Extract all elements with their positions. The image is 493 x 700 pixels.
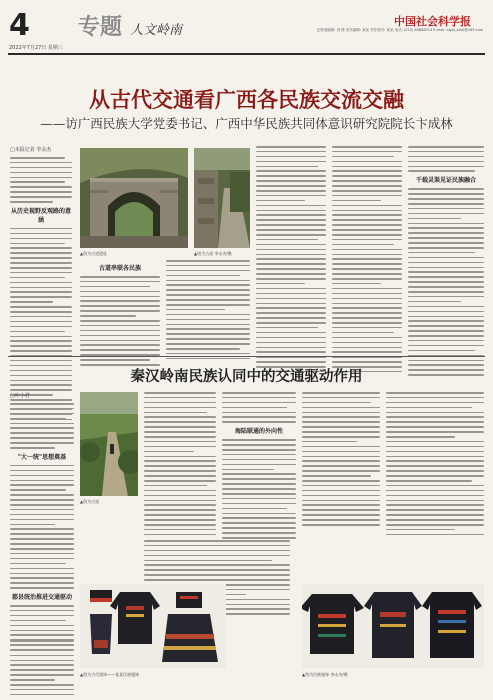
article1-column-4 bbox=[256, 146, 326, 376]
section-label: 专题 bbox=[78, 14, 123, 40]
column-masthead: 人文岭南 bbox=[130, 23, 183, 38]
editor-info: 总策划编辑: 刘 博 美术编辑: 某某 责任校对: 某某 电话: (010) 85886514 E-mail: zzpd_zxwl@163.com bbox=[316, 28, 483, 32]
article2-column-3 bbox=[222, 392, 296, 542]
article1-column-2 bbox=[80, 260, 160, 369]
article-byline: □叶小君 bbox=[10, 393, 30, 399]
article-title: 从古代交通看广西各民族交流交融 bbox=[89, 88, 404, 112]
issue-date: 2022年7月27日 星期三 bbox=[9, 45, 63, 51]
costume-photo-2 bbox=[302, 584, 484, 668]
article2-column-2 bbox=[144, 392, 216, 539]
section-heading: "大一统"思想奠基 bbox=[17, 453, 67, 461]
section-heading: 郡县统治推进交通驱动 bbox=[11, 594, 72, 602]
article-title-2: 秦汉岭南民族认同中的交通驱动作用 bbox=[130, 368, 363, 385]
article1-column-5 bbox=[332, 146, 402, 376]
mountain-path-photo bbox=[80, 392, 138, 496]
photo-caption: ▲图为古道遗址 bbox=[80, 251, 108, 256]
stone-arch-photo bbox=[80, 148, 188, 248]
article2-column-1 bbox=[10, 392, 74, 654]
section-heading: 古道串联各民族 bbox=[98, 265, 141, 272]
newspaper-name: 中国社会科学报 bbox=[394, 15, 471, 28]
article2-column-5 bbox=[386, 392, 484, 539]
page-number: 4 bbox=[9, 8, 30, 43]
section-divider bbox=[8, 356, 485, 357]
photo-caption: ▲图为古道 bbox=[80, 499, 100, 504]
section-heading: 从历史视野反观路的意涵 bbox=[10, 207, 71, 224]
photo-caption: ▲图为古道 李永杰/摄 bbox=[194, 251, 232, 256]
costume-photo bbox=[80, 584, 226, 668]
article1-column-6 bbox=[408, 146, 484, 379]
section-heading: 海陆联通的外向性 bbox=[234, 428, 283, 436]
photo-caption: ▲图为民族服饰 李永杰/摄 bbox=[302, 672, 348, 677]
article2-column-4 bbox=[302, 392, 380, 529]
article-subtitle: ——访广西民族大学党委书记、广西中华民族共同体意识研究院院长卞成林 bbox=[40, 116, 453, 131]
header-rule bbox=[8, 53, 485, 55]
article-byline: □本报记者 李永杰 bbox=[10, 147, 52, 153]
photo-caption: ▲图为古代服饰——某某民族服饰 bbox=[80, 672, 140, 677]
page-header bbox=[0, 0, 493, 58]
article1-column-3 bbox=[166, 260, 250, 363]
section-heading: 千载灵渠见证民族融合 bbox=[415, 177, 476, 185]
ancient-road-photo bbox=[194, 148, 250, 248]
article2-column-1-tail bbox=[10, 640, 74, 699]
